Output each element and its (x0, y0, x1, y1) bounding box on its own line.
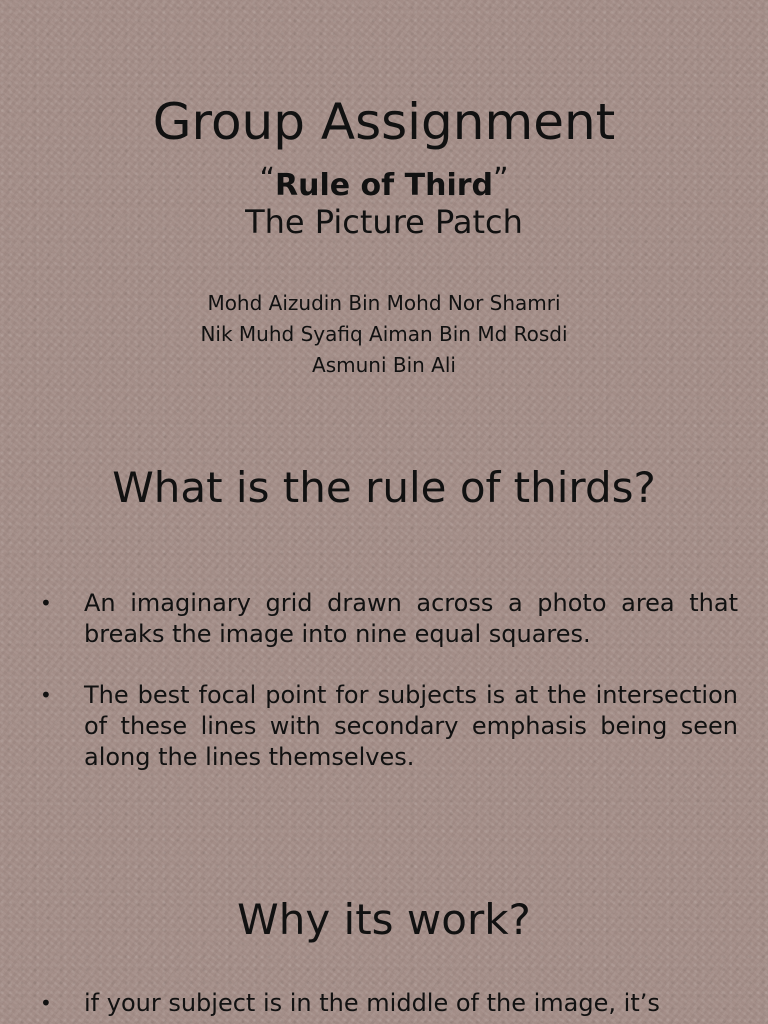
member-name: Asmuni Bin Ali (312, 353, 456, 377)
bullet-icon: • (40, 683, 52, 707)
bullet-text: The best focal point for subjects is at the intersection of these lines with secondary emphasis being seen along the lines themselves. (84, 681, 738, 771)
bullet-text: An imaginary grid drawn across a photo area that breaks the image into nine equal squares. (84, 589, 738, 648)
bullet-icon: • (40, 991, 52, 1015)
close-quote: ” (493, 162, 509, 197)
topic-text: Rule of Third (274, 168, 493, 203)
group-name: The Picture Patch (245, 203, 523, 241)
member-name: Nik Muhd Syafiq Aiman Bin Md Rosdi (200, 322, 568, 346)
document-title: Group Assignment (152, 93, 616, 151)
bullet-text: if your subject is in the middle of the image, it’s (84, 989, 660, 1017)
member-name: Mohd Aizudin Bin Mohd Nor Shamri (207, 291, 561, 315)
assignment-topic (0, 160, 768, 206)
section-heading: Why its work? (237, 895, 531, 944)
open-quote: “ (259, 162, 275, 197)
section-heading: What is the rule of thirds? (112, 463, 656, 512)
bullet-icon: • (40, 591, 52, 615)
